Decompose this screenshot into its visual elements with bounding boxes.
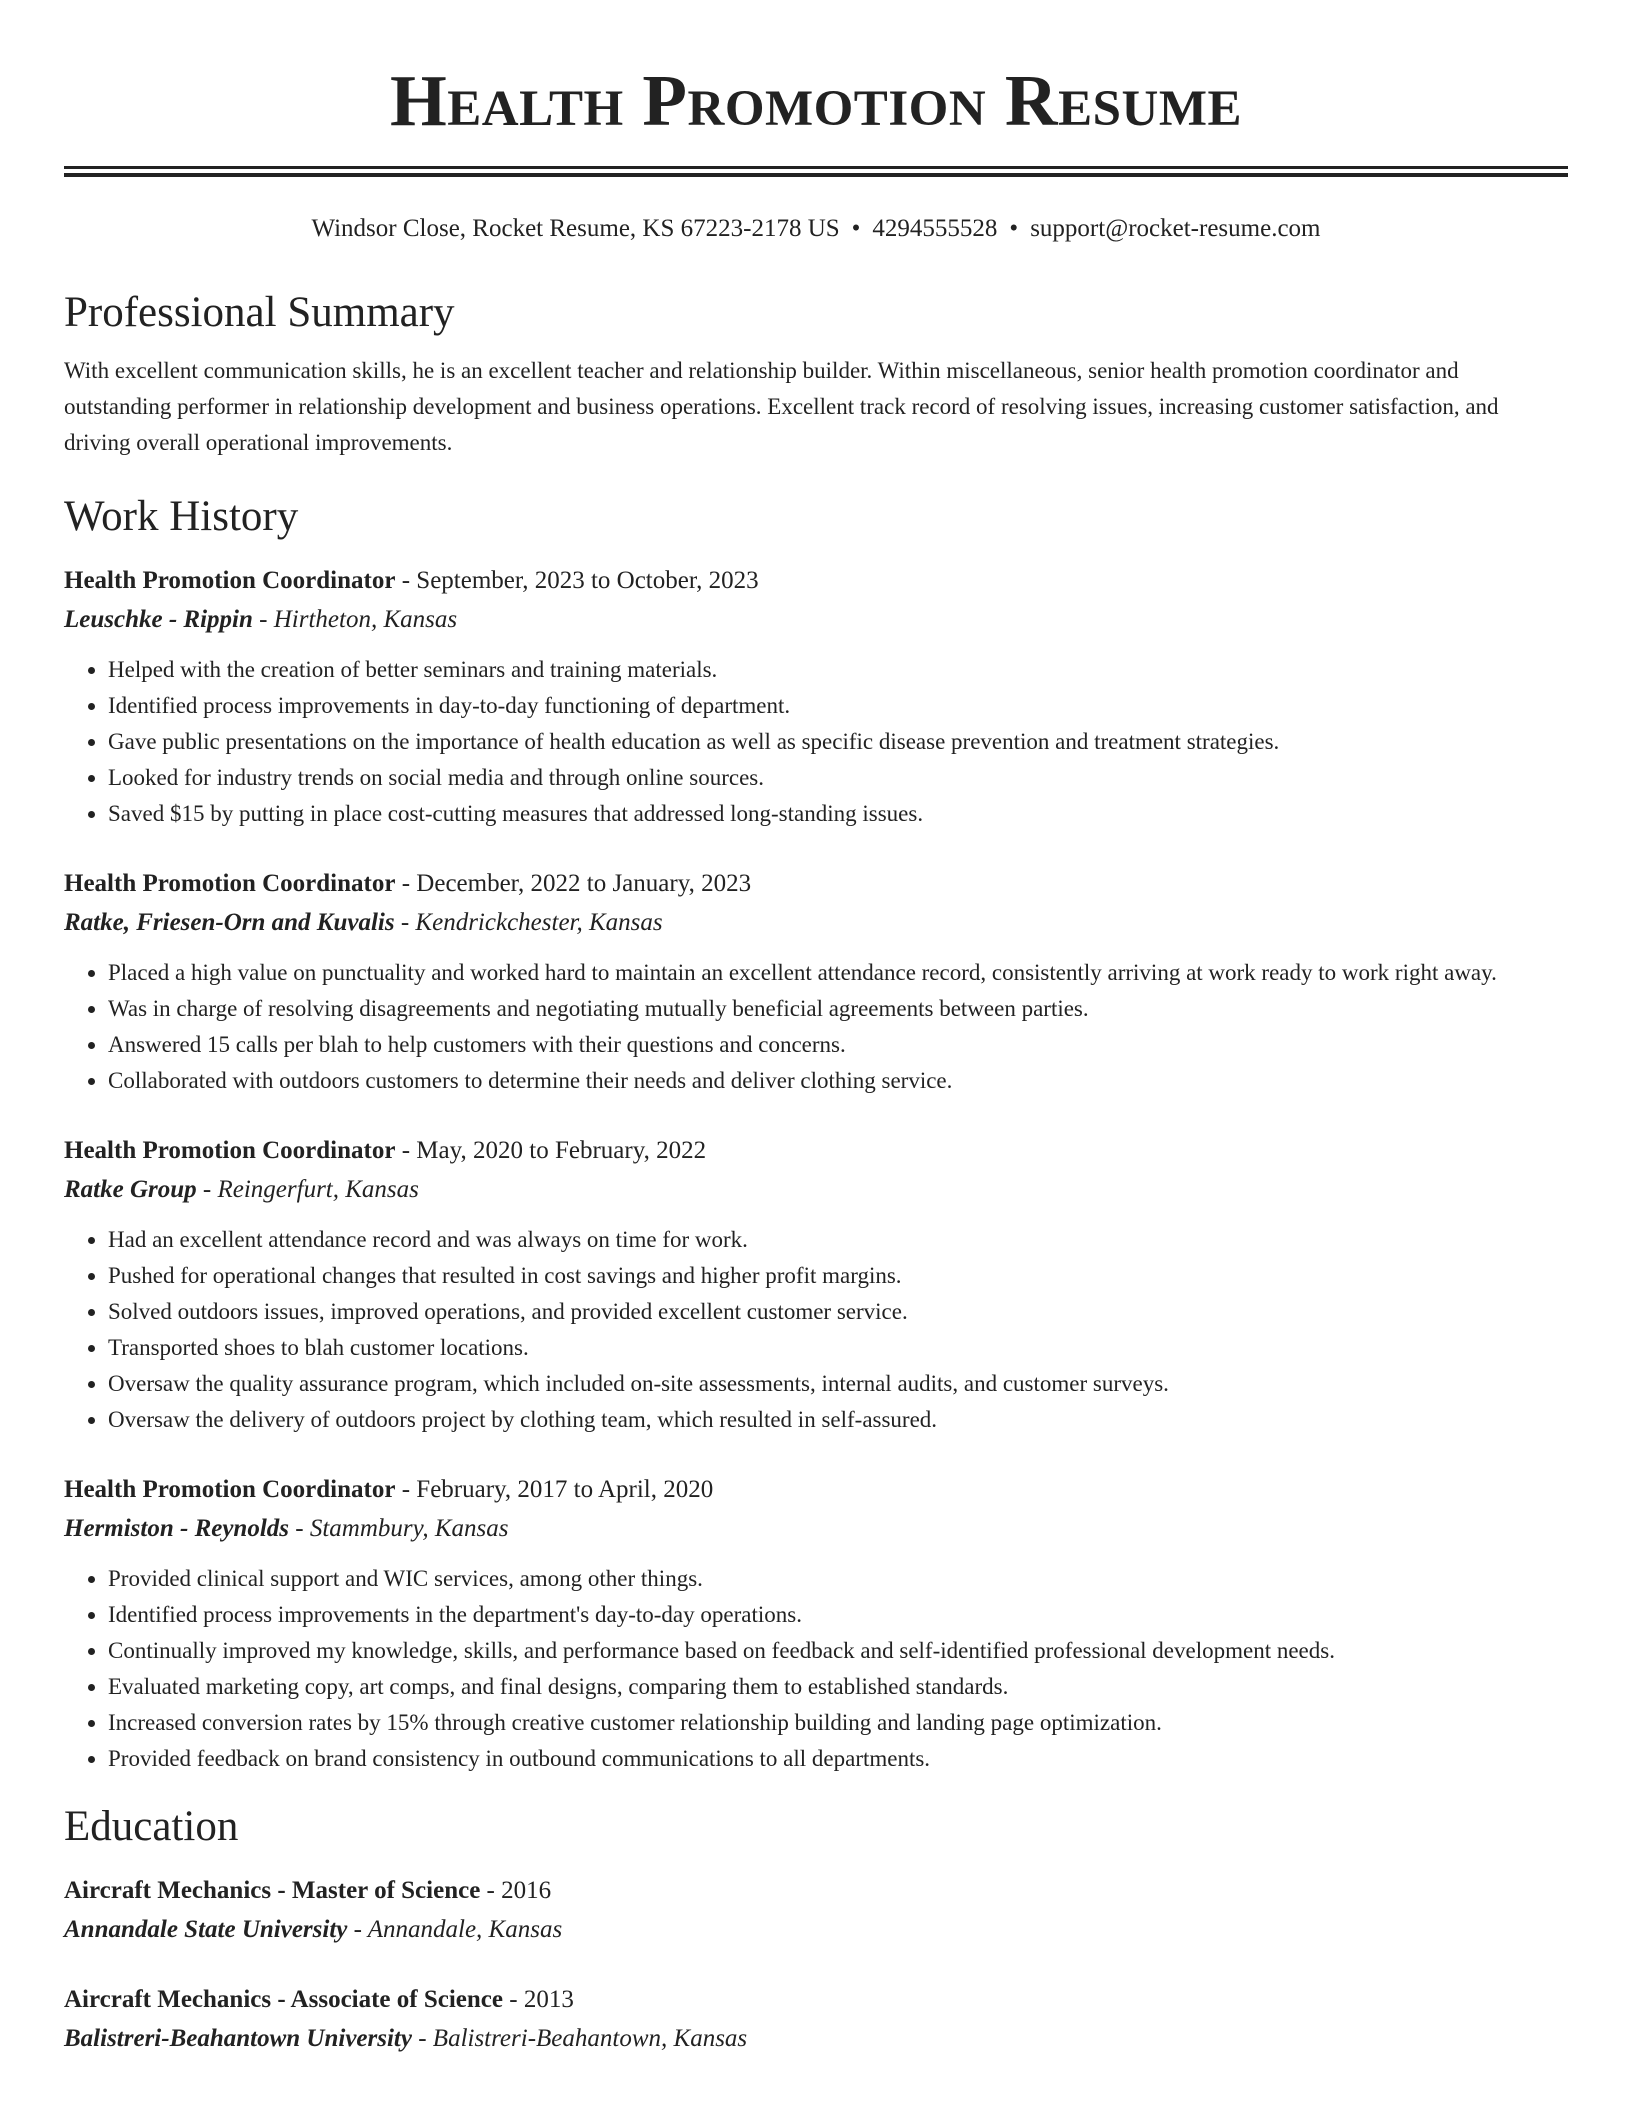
duty-item: • Oversaw the delivery of outdoors project by clothing team, which resulted in self-assured. bbox=[108, 1402, 1568, 1438]
job-title: Health Promotion Coordinator bbox=[64, 1137, 396, 1164]
duty-item: • Transported shoes to blah customer locations. bbox=[108, 1330, 1568, 1366]
duty-item: • Provided feedback on brand consistency in outbound communications to all departments. bbox=[108, 1741, 1568, 1777]
company-location: - Stammbury, Kansas bbox=[289, 1515, 509, 1542]
job-entry bbox=[64, 1470, 1568, 1777]
duties-list bbox=[64, 1222, 1568, 1438]
duty-item: • Was in charge of resolving disagreements and negotiating mutually beneficial agreements between parties. bbox=[108, 991, 1568, 1027]
job-entry bbox=[64, 1131, 1568, 1438]
school-location: - Annandale, Kansas bbox=[347, 1916, 563, 1943]
education-entry bbox=[64, 1980, 1568, 2059]
company-line bbox=[64, 1170, 1568, 1210]
company-location: - Reingerfurt, Kansas bbox=[196, 1176, 419, 1203]
degree-name: Aircraft Mechanics - Master of Science bbox=[64, 1877, 481, 1904]
duty-item: • Answered 15 calls per blah to help customers with their questions and concerns. bbox=[108, 1027, 1568, 1063]
contact-phone: 4294555528 bbox=[872, 215, 998, 242]
job-dates: - September, 2023 to October, 2023 bbox=[395, 567, 759, 594]
duties-list bbox=[64, 1561, 1568, 1777]
company-line bbox=[64, 600, 1568, 640]
degree-year: - 2016 bbox=[480, 1877, 552, 1904]
duty-item: • Had an excellent attendance record and was always on time for work. bbox=[108, 1222, 1568, 1258]
company-name: Leuschke - Rippin bbox=[64, 606, 253, 633]
job-entry bbox=[64, 864, 1568, 1099]
degree-name: Aircraft Mechanics - Associate of Science bbox=[64, 1986, 503, 2013]
degree-year: - 2013 bbox=[503, 1986, 574, 2013]
job-dates: - December, 2022 to January, 2023 bbox=[395, 870, 752, 897]
summary-text: With excellent communication skills, he is an excellent teacher and relationship builder. Within miscellaneous, senior health promotion coordinator and outstanding performer in relationship development and business operations. Excellent track record of resolving issues, increasing customer satisfaction, and driving overall operational improvements. bbox=[64, 358, 1499, 455]
duty-item: • Increased conversion rates by 15% through creative customer relationship building and landing page optimization. bbox=[108, 1705, 1568, 1741]
job-title: Health Promotion Coordinator bbox=[64, 870, 396, 897]
school-name: Balistreri-Beahantown University bbox=[64, 2025, 412, 2052]
degree-line bbox=[64, 1980, 1568, 2019]
contact-email: support@rocket-resume.com bbox=[1030, 215, 1321, 242]
school-line bbox=[64, 2019, 1568, 2059]
summary-heading: Professional Summary bbox=[64, 289, 455, 336]
company-name: Ratke Group bbox=[64, 1176, 197, 1203]
education-entry bbox=[64, 1871, 1568, 1950]
contact-address: Windsor Close, Rocket Resume, KS 67223-2178 US bbox=[311, 215, 840, 242]
duty-item: • Collaborated with outdoors customers to determine their needs and deliver clothing service. bbox=[108, 1063, 1568, 1099]
company-location: - Kendrickchester, Kansas bbox=[394, 909, 663, 936]
duty-item: • Evaluated marketing copy, art comps, and final designs, comparing them to established standards. bbox=[108, 1669, 1568, 1705]
job-title-line bbox=[64, 864, 1568, 903]
degree-line bbox=[64, 1871, 1568, 1910]
company-name: Hermiston - Reynolds bbox=[64, 1515, 290, 1542]
school-name: Annandale State University bbox=[64, 1916, 348, 1943]
title-divider bbox=[64, 166, 1568, 177]
duties-list bbox=[64, 652, 1568, 832]
job-title: Health Promotion Coordinator bbox=[64, 567, 396, 594]
contact-line bbox=[64, 213, 1568, 245]
duty-item: • Helped with the creation of better seminars and training materials. bbox=[108, 652, 1568, 688]
education-heading: Education bbox=[64, 1803, 239, 1850]
job-title-line bbox=[64, 1470, 1568, 1509]
duty-item: • Provided clinical support and WIC services, among other things. bbox=[108, 1561, 1568, 1597]
duty-item: • Pushed for operational changes that resulted in cost savings and higher profit margins. bbox=[108, 1258, 1568, 1294]
duty-item: • Solved outdoors issues, improved operations, and provided excellent customer service. bbox=[108, 1294, 1568, 1330]
company-line bbox=[64, 903, 1568, 943]
job-title: Health Promotion Coordinator bbox=[64, 1476, 396, 1503]
resume-title: Health Promotion Resume bbox=[390, 60, 1242, 141]
duty-item: • Oversaw the quality assurance program, which included on-site assessments, internal audits, and customer surveys. bbox=[108, 1366, 1568, 1402]
duty-item: • Continually improved my knowledge, skills, and performance based on feedback and self-identified professional development needs. bbox=[108, 1633, 1568, 1669]
duty-item: • Saved $15 by putting in place cost-cutting measures that addressed long-standing issues. bbox=[108, 796, 1568, 832]
job-dates: - May, 2020 to February, 2022 bbox=[395, 1137, 707, 1164]
job-title-line bbox=[64, 561, 1568, 600]
job-title-line bbox=[64, 1131, 1568, 1170]
duty-item: • Looked for industry trends on social media and through online sources. bbox=[108, 760, 1568, 796]
company-name: Ratke, Friesen-Orn and Kuvalis bbox=[64, 909, 395, 936]
contact-separator: • bbox=[851, 215, 861, 242]
school-line bbox=[64, 1910, 1568, 1950]
duty-item: • Gave public presentations on the importance of health education as well as specific disease prevention and treatment strategies. bbox=[108, 724, 1568, 760]
duty-item: • Placed a high value on punctuality and worked hard to maintain an excellent attendance record, consistently arriving at work ready to work right away. bbox=[108, 955, 1568, 991]
job-entry bbox=[64, 561, 1568, 832]
contact-separator: • bbox=[1009, 215, 1019, 242]
duty-item: • Identified process improvements in day-to-day functioning of department. bbox=[108, 688, 1568, 724]
job-dates: - February, 2017 to April, 2020 bbox=[395, 1476, 714, 1503]
duty-item: • Identified process improvements in the department's day-to-day operations. bbox=[108, 1597, 1568, 1633]
company-location: - Hirtheton, Kansas bbox=[252, 606, 458, 633]
company-line bbox=[64, 1509, 1568, 1549]
work-history-heading: Work History bbox=[64, 493, 299, 540]
duties-list bbox=[64, 955, 1568, 1099]
school-location: - Balistreri-Beahantown, Kansas bbox=[411, 2025, 748, 2052]
